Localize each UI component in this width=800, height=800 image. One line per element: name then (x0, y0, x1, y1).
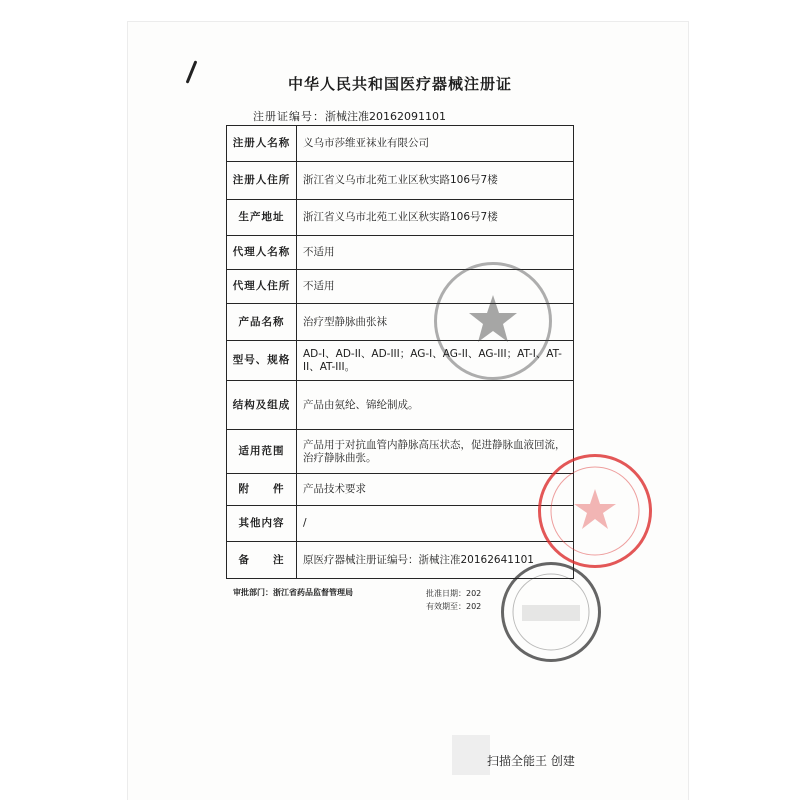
document-title: 中华人民共和国医疗器械注册证 (287, 75, 512, 93)
red-seal-graphic (541, 457, 649, 565)
table-row (227, 430, 574, 474)
authority-seal-graphic (504, 565, 598, 659)
star-icon (469, 295, 517, 342)
authority-line: 审批部门：浙江省药品监督管理局 (233, 588, 353, 597)
scanner-logo-icon (452, 735, 490, 775)
table-row (227, 506, 574, 542)
row-label: 附 件 (227, 474, 297, 506)
row-label: 代理人名称 (227, 236, 297, 270)
valid-until-value: 202 (466, 602, 482, 611)
star-icon (574, 489, 616, 529)
registration-number-label: 注册证编号： (253, 110, 325, 123)
approval-date-label: 批准日期： (426, 589, 466, 598)
authority-seal-band (522, 605, 580, 621)
table-row (227, 381, 574, 430)
company-seal-graphic (437, 265, 549, 377)
row-value: / (297, 506, 574, 542)
row-value: 不适用 (297, 236, 574, 270)
row-label: 结构及组成 (227, 381, 297, 430)
scanner-watermark: 扫描全能王 创建 (487, 754, 575, 768)
row-value: 产品由氨纶、锦纶制成。 (297, 381, 574, 430)
row-label: 注册人住所 (227, 162, 297, 200)
row-value: 不适用 (297, 270, 574, 304)
row-value: 产品用于对抗血管内静脉高压状态，促进静脉血液回流，治疗静脉曲张。 (297, 430, 574, 474)
row-value: AD-I、AD-II、AD-III；AG-I、AG-II、AG-III；AT-I、AT-II、AT-III。 (297, 341, 574, 381)
dates-block (426, 587, 481, 613)
registration-number-value: 浙械注准20162091101 (325, 110, 446, 123)
approval-date-value: 202 (466, 589, 482, 598)
row-label: 产品名称 (227, 304, 297, 341)
row-label: 适用范围 (227, 430, 297, 474)
registration-number-line (253, 108, 446, 124)
row-label: 生产地址 (227, 200, 297, 236)
row-label: 代理人住所 (227, 270, 297, 304)
row-value: 义乌市莎维亚袜业有限公司 (297, 126, 574, 162)
red-seal (538, 454, 652, 568)
row-label: 备 注 (227, 542, 297, 579)
row-label: 型号、规格 (227, 341, 297, 381)
approval-date-line (426, 587, 481, 600)
row-label: 注册人名称 (227, 126, 297, 162)
table-row (227, 162, 574, 200)
row-value: 产品技术要求 (297, 474, 574, 506)
table-row (227, 200, 574, 236)
table-row (227, 474, 574, 506)
row-value: 浙江省义乌市北苑工业区秋实路106号7楼 (297, 200, 574, 236)
authority-seal (501, 562, 601, 662)
company-seal (434, 262, 552, 380)
row-label: 其他内容 (227, 506, 297, 542)
valid-until-label: 有效期至： (426, 602, 466, 611)
row-value: 原医疗器械注册证编号：浙械注准20162641101 (297, 542, 574, 579)
valid-until-line (426, 600, 481, 613)
row-value: 治疗型静脉曲张袜 (297, 304, 574, 341)
table-row (227, 126, 574, 162)
row-value: 浙江省义乌市北苑工业区秋实路106号7楼 (297, 162, 574, 200)
